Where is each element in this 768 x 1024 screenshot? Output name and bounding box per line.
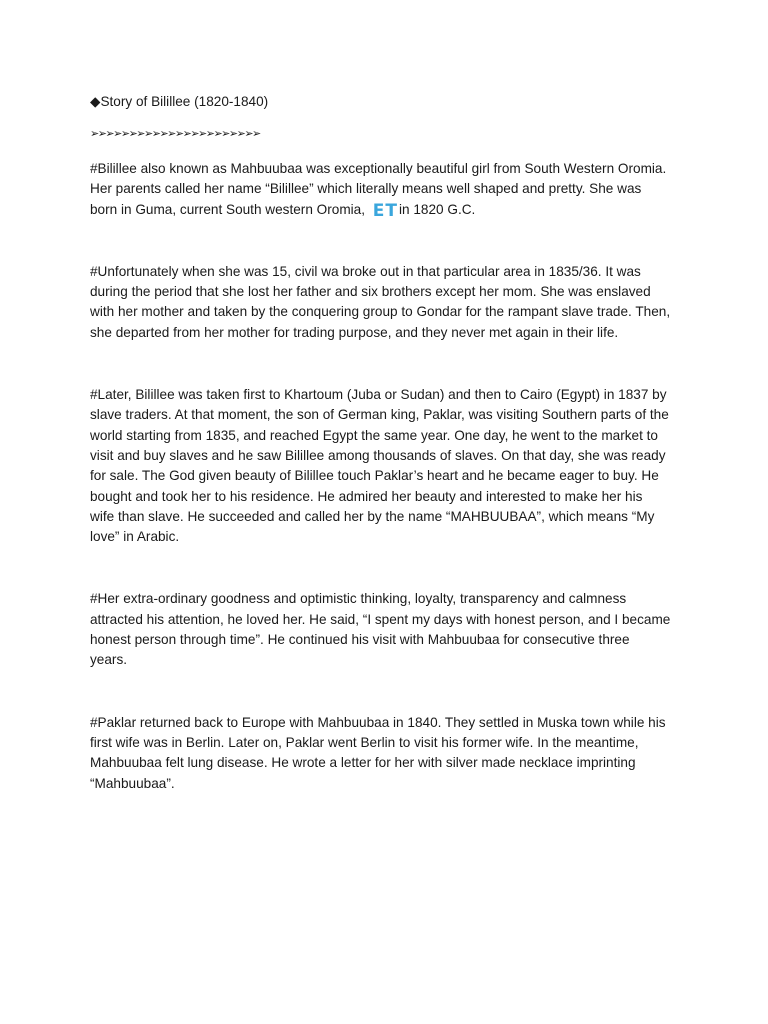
paragraph-5: #Paklar returned back to Europe with Mahbuubaa in 1840. They settled in Muska town while his first wife was in Berlin. Later on, Paklar went Berlin to visit his former wife. In the meantime, Mahbuubaa felt lung disease. He wrote a letter for her with silver made necklace imprinting “Mahbuubaa”.: [90, 714, 666, 791]
paragraph-1: [90, 159, 690, 220]
paragraph-1-tail: in 1820 G.C.: [399, 201, 476, 217]
arrow-divider: ➢➢➢➢➢➢➢➢➢➢➢➢➢➢➢➢➢➢➢➢➢➢: [90, 128, 260, 140]
paragraph-3: #Later, Bilillee was taken first to Khartoum (Juba or Sudan) and then to Cairo (Egypt) in 1837 by slave traders. At that moment, the son of German king, Paklar, was visiting Southern parts of the world starting from 1835, and reached Egypt the same year. One day, he went to the market to visit and buy slaves and he saw Bilillee among thousands of slaves. On that day, she was ready for sale. The God given beauty of Bilillee touch Paklar’s heart and he became eager to buy. He bought and took her to his residence. He admired her beauty and interested to make her his wife than slave. He succeeded and called her by the name “MAHBUUBAA”, which means “My love” in Arabic.: [90, 387, 669, 545]
paragraph-2: #Unfortunately when she was 15, civil wa broke out in that particular area in 1835/36. It was during the period that she lost her father and six brothers except her mom. She was enslaved with her mother and taken by the conquering group to Gondar for the rampant slave trade. Then, she departed from her mother for trading purpose, and they never met again in their life.: [90, 263, 671, 340]
et-logo-icon: ET: [372, 200, 399, 221]
paragraph-4: #Her extra-ordinary goodness and optimistic thinking, loyalty, transparency and calmness attracted his attention, he loved her. He said, “I spent my days with honest person, and I became honest person through time”. He continued his visit with Mahbuubaa for consecutive three years.: [90, 591, 671, 668]
document-page: [90, 92, 690, 794]
document-title: ◆Story of Bilillee (1820-1840): [90, 94, 269, 109]
paragraph-1-text: #Bilillee also known as Mahbuubaa was exceptionally beautiful girl from South Western Oromia. Her parents called her name “Bilillee” which literally means well shaped and pretty. She was born in Guma, current South western Oromia,: [90, 161, 667, 217]
